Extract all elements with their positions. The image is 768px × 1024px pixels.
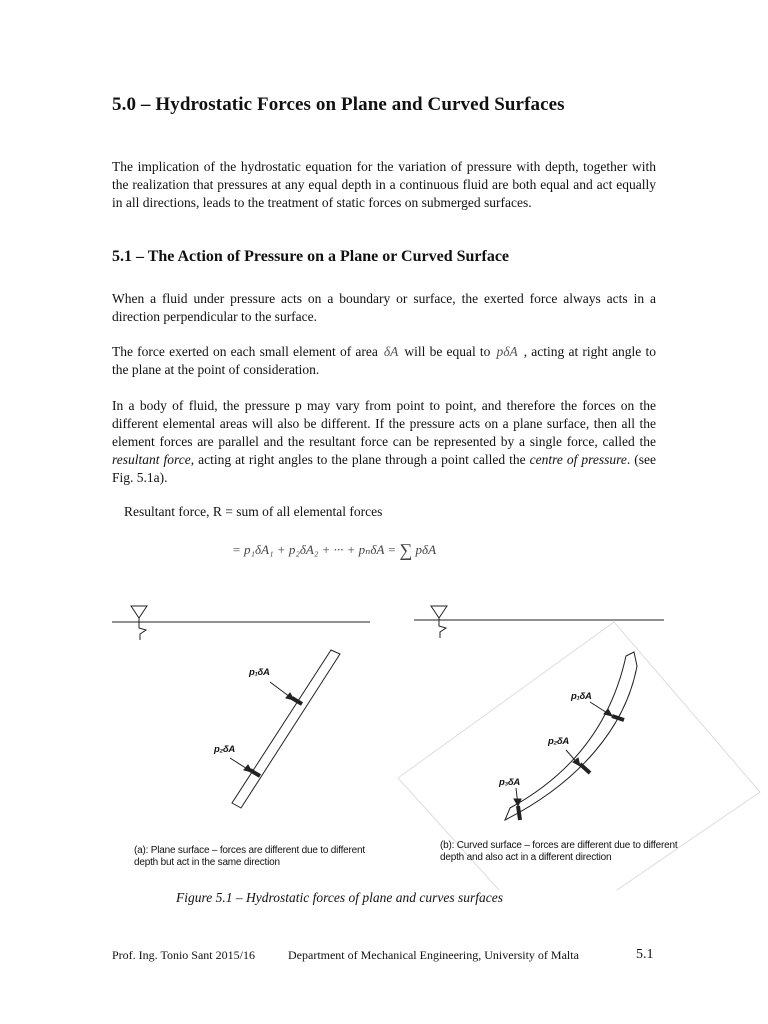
perpendicular-paragraph: When a fluid under pressure acts on a boundary or surface, the exerted force always acts in a direction perpendicular to the surface.: [112, 291, 656, 324]
text-run: , acting at right angles to the plane through a point called the: [190, 452, 526, 467]
label-b-p2: p₂δA: [548, 736, 569, 747]
page-number: 5.1: [636, 947, 654, 962]
break-mark-icon: [439, 618, 446, 638]
label-b-p3: p₃δA: [499, 777, 520, 788]
caption-curved-surface: (b): Curved surface – forces are different due to different depth and also act in a different direction: [440, 840, 678, 863]
text-run: will be equal to: [404, 344, 491, 359]
element-marker-3: [518, 806, 520, 820]
resultant-paragraph: [112, 397, 656, 487]
label-a-p1: p₁δA: [249, 667, 270, 678]
arrowhead-icon: [286, 693, 294, 700]
text-run: The force exerted on each small element of area: [112, 344, 378, 359]
label-b-p1: p₁δA: [571, 691, 592, 702]
text-run: , acting at right angle to the plane at the point of consideration.: [112, 344, 656, 377]
arrowhead-icon: [244, 765, 252, 772]
term-centre-of-pressure: centre of pressure: [529, 452, 627, 467]
element-force-paragraph: [112, 343, 656, 379]
section-heading: 5.1 – The Action of Pressure on a Plane or Curved Surface: [112, 248, 510, 265]
element-marker-1: [612, 716, 624, 720]
water-level-triangle-icon: [131, 606, 147, 618]
equation-lhs: = p₁δA₁ + p₂δA₂ + ··· + pₙδA =: [232, 542, 397, 557]
resultant-definition: Resultant force, R = sum of all elemental forces: [124, 504, 383, 519]
figure-caption: Figure 5.1 – Hydrostatic forces of plane and curves surfaces: [176, 890, 503, 905]
water-level-triangle-icon: [431, 606, 447, 618]
footer-author: Prof. Ing. Tonio Sant 2015/16: [112, 948, 255, 962]
summation-symbol: ∑: [399, 540, 413, 560]
page-title: 5.0 – Hydrostatic Forces on Plane and Curved Surfaces: [112, 94, 565, 115]
text-run: In a body of fluid, the pressure p may vary from point to point, and therefore the forces on the different elemental areas will also be different. If the pressure acts on a plane surface, then all the element forces are parallel and the resultant force can be represented by a single force, called the: [112, 398, 656, 449]
text-run: . (see Fig. 5.1a).: [112, 452, 657, 485]
term-resultant-force: resultant force: [112, 452, 191, 467]
equation-rhs: pδA: [415, 542, 437, 557]
resultant-equation: [232, 540, 436, 561]
element-marker-2: [580, 764, 590, 773]
footer-department: Department of Mechanical Engineering, University of Malta: [288, 948, 579, 962]
break-mark-icon: [139, 618, 146, 640]
plane-surface-diagram: [112, 606, 370, 808]
math-p-delta-a: pδA: [496, 344, 518, 359]
caption-plane-surface: (a): Plane surface – forces are different due to different depth but act in the same direction: [134, 845, 365, 868]
intro-paragraph: The implication of the hydrostatic equation for the variation of pressure with depth, together with the realization that pressures at any equal depth in a continuous fluid are both equal and act equally in all directions, leads to the treatment of static forces on submerged surfaces.: [112, 159, 656, 210]
curved-plate: [505, 652, 637, 820]
label-a-p2: p₂δA: [214, 744, 235, 755]
math-delta-a: δA: [383, 344, 399, 359]
